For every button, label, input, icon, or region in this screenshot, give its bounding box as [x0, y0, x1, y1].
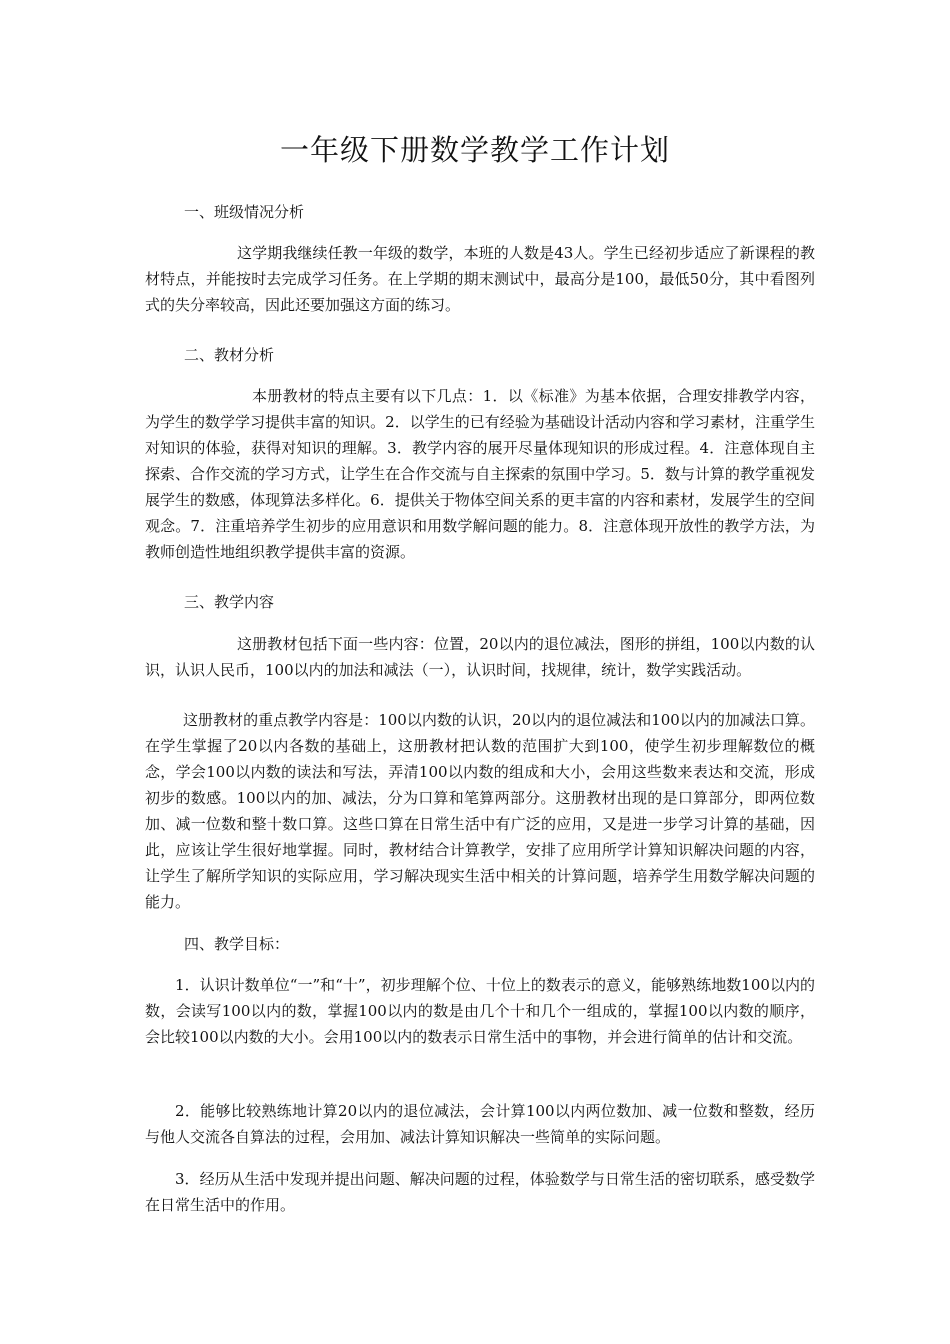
- paragraph-goal-3: 3．经历从生活中发现并提出问题、解决问题的过程，体验数学与日常生活的密切联系，感受数学在日常生活中的作用。: [145, 1170, 815, 1214]
- paragraph-teaching-content: 这册教材包括下面一些内容：位置，20以内的退位减法，图形的拼组，100以内数的认识，认识人民币，100以内的加法和减法（一），认识时间，找规律，统计，数学实践活动。: [145, 635, 815, 679]
- paragraph-class-analysis: 这学期我继续任教一年级的数学，本班的人数是43人。学生已经初步适应了新课程的教材特点，并能按时去完成学习任务。在上学期的期末测试中，最高分是100，最低50分，其中看图列式的失分率较高，因此还要加强这方面的练习。: [145, 244, 815, 314]
- section-heading-teaching-goals: 四、教学目标：: [184, 935, 290, 953]
- section-heading-class-analysis: 一、班级情况分析: [184, 203, 305, 221]
- paragraph-goal-1: 1．认识计数单位“一”和“十”，初步理解个位、十位上的数表示的意义，能够熟练地数100以内的数，会读写100以内的数，掌握100以内的数是由几个十和几个一组成的，掌握100以内数的顺序，会比较100以内数的大小。会用100以内的数表示日常生活中的事物，并会进行简单的估计和交流。: [145, 976, 815, 1046]
- document-title: 一年级下册数学教学工作计划: [279, 133, 670, 167]
- section-heading-teaching-content: 三、教学内容: [184, 593, 275, 611]
- section-heading-textbook-analysis: 二、教材分析: [184, 346, 275, 364]
- paragraph-goal-2: 2．能够比较熟练地计算20以内的退位减法，会计算100以内两位数加、减一位数和整数，经历与他人交流各自算法的过程，会用加、减法计算知识解决一些简单的实际问题。: [145, 1102, 815, 1146]
- paragraph-key-content: 这册教材的重点教学内容是：100以内数的认识，20以内的退位减法和100以内的加减法口算。在学生掌握了20以内各数的基础上，这册教材把认数的范围扩大到100，使学生初步理解数位的概念，学会100以内数的读法和写法，弄清100以内数的组成和大小，会用这些数来表达和交流，形成初步的数感。100以内的加、减法，分为口算和笔算两部分。这册教材出现的是口算部分，即两位数加、减一位数和整十数口算。这些口算在日常生活中有广泛的应用，又是进一步学习计算的基础，因此，应该让学生很好地掌握。同时，教材结合计算教学，安排了应用所学计算知识解决问题的内容，让学生了解所学知识的实际应用，学习解决现实生活中相关的计算问题，培养学生用数学解决问题的能力。: [145, 711, 815, 911]
- paragraph-textbook-analysis: 本册教材的特点主要有以下几点：1．以《标准》为基本依据，合理安排教学内容，为学生的数学学习提供丰富的知识。2．以学生的已有经验为基础设计活动内容和学习素材，注重学生对知识的体验，获得对知识的理解。3．教学内容的展开尽量体现知识的形成过程。4．注意体现自主探索、合作交流的学习方式，让学生在合作交流与自主探索的氛围中学习。5．数与计算的教学重视发展学生的数感，体现算法多样化。6．提供关于物体空间关系的更丰富的内容和素材，发展学生的空间观念。7．注重培养学生初步的应用意识和用数学解问题的能力。8．注意体现开放性的教学方法，为教师创造性地组织教学提供丰富的资源。: [145, 387, 815, 561]
